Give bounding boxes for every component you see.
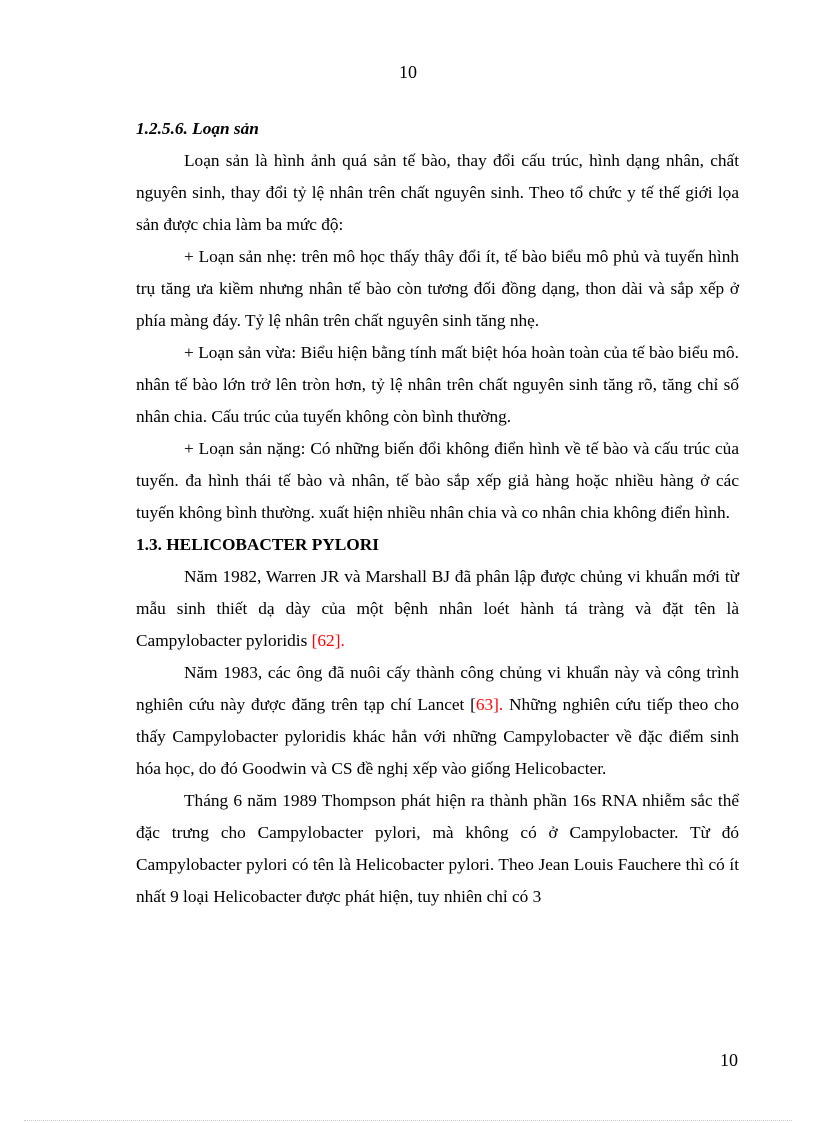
citation-ref-62: [62]. bbox=[311, 631, 345, 650]
paragraph-moderate-dysplasia: + Loạn sản vừa: Biểu hiện bằng tính mất biệt hóa hoàn toàn của tế bào biểu mô. nhân tế bào lớn trở lên tròn hơn, tỷ lệ nhân trên chất nguyên sinh tăng rõ, tăng chỉ số nhân chia. Cấu trúc của tuyến không còn bình thường. bbox=[136, 343, 739, 426]
section-heading-helicobacter: 1.3. HELICOBACTER PYLORI bbox=[136, 535, 379, 554]
paragraph-mild-dysplasia: + Loạn sản nhẹ: trên mô học thấy thây đổi ít, tế bào biểu mô phủ và tuyến hình trụ tăng ưa kiềm nhưng nhân tế bào còn tương đối đồng dạng, thon dài và sắp xếp ở phía màng đáy. Tỷ lệ nhân trên chất nguyên sinh tăng nhẹ. bbox=[136, 247, 739, 330]
paragraph-thompson-1989: Tháng 6 năm 1989 Thompson phát hiện ra thành phần 16s RNA nhiễm sắc thể đặc trưng cho Campylobacter pylori, mà không có ở Campylobacter. Từ đó Campylobacter pylori có tên là Helicobacter pylori. Theo Jean Louis Fauchere thì có ít nhất 9 loại Helicobacter được phát hiện, tuy nhiên chỉ có 3 bbox=[136, 791, 739, 906]
paragraph-severe-dysplasia: + Loạn sản nặng: Có những biến đổi không điển hình về tế bào và cấu trúc của tuyến. đa hình thái tế bào và nhân, tế bào sắp xếp giả hàng hoặc nhiều hàng ở các tuyến không bình thường. xuất hiện nhiều nhân chia và co nhân chia không điển hình. bbox=[136, 439, 739, 522]
page-bottom-divider bbox=[24, 1120, 792, 1121]
paragraph-discovery-1982 bbox=[136, 561, 739, 657]
paragraph-culture-1983 bbox=[136, 657, 739, 785]
paragraph-text: Năm 1982, Warren JR và Marshall BJ đã phân lập được chủng vi khuẩn mới từ mẫu sinh thiết dạ dày của một bệnh nhân loét hành tá tràng và đặt tên là Campylobacter pyloridis bbox=[136, 567, 739, 650]
citation-ref-63: 63]. bbox=[475, 695, 504, 714]
page-number-top: 10 bbox=[399, 62, 417, 82]
paragraph-text-continued: Những nghiên cứu tiếp theo cho thấy Campylobacter pyloridis khác hẳn với những Campylobacter về đặc điểm sinh hóa học, do đó Goodwin và CS đề nghị xếp vào giống Helicobacter. bbox=[136, 695, 739, 778]
page-number-bottom: 10 bbox=[720, 1050, 738, 1070]
document-body bbox=[136, 113, 739, 913]
section-heading-dysplasia: 1.2.5.6. Loạn sản bbox=[136, 119, 259, 138]
paragraph-text: Năm 1983, các ông đã nuôi cấy thành công chủng vi khuẩn này và công trình nghiên cứu này được đăng trên tạp chí Lancet [ bbox=[136, 663, 739, 714]
paragraph-dysplasia-definition: Loạn sản là hình ảnh quá sản tế bào, thay đổi cấu trúc, hình dạng nhân, chất nguyên sinh, thay đổi tỷ lệ nhân trên chất nguyên sinh. Theo tổ chức y tế thế giới lọa sản được chia làm ba mức độ: bbox=[136, 151, 739, 234]
